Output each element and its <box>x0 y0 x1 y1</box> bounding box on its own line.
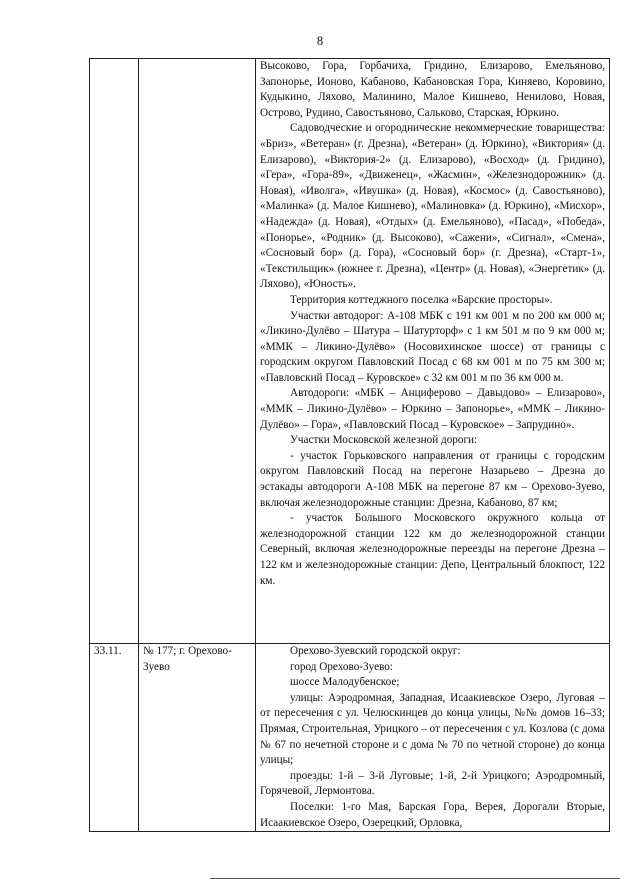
page-bottom-rule <box>210 878 620 879</box>
district-name-cell: № 177; г. Орехово-Зуево <box>139 644 256 832</box>
paragraph: улицы: Аэродромная, Западная, Исаакиевское Озеро, Луговая – от пересечения с ул. Челюскинцев до конца улицы, №№ домов 16–33; Прямая, Строительная, Урицкого – от пересечения с ул. Козлова (с дома № 67 по нечетной стороне и с дома № 70 по четной стороне) до конца улицы; <box>260 691 605 767</box>
district-table <box>89 58 610 832</box>
paragraph: Орехово-Зуевский городской округ: <box>290 645 461 657</box>
boundary-description-cell <box>256 644 610 832</box>
paragraph: - участок Горьковского направления от границы с городским округом Павловский Посад на перегоне Назарьево – Дрезна до эстакады автодороги А-108 МБК на перегоне 87 км – Орехово-Зуево, включая железнодорожные станции: Дрезна, Кабаново, 87 км; <box>260 449 605 509</box>
paragraph: проезды: 1-й – 3-й Луговые; 1-й, 2-й Урицкого; Аэродромный, Горячевой, Лермонтова. <box>260 769 605 798</box>
table-row <box>90 59 610 644</box>
paragraph: Участки автодорог: А-108 МБК с 191 км 001 м по 200 км 000 м; «Ликино-Дулёво – Шатура – Шатурторф» с 1 км 501 м по 9 км 000 м; «ММК – Ликино-Дулёво» (Носовихинское шоссе) от границы с городским округом Павловский Посад с 68 км 001 м по 75 км 300 м; «Павловский Посад – Куровское» с 32 км 001 м по 36 км 000 м. <box>260 309 605 384</box>
paragraph: Садоводческие и огороднические некоммерческие товарищества: «Бриз», «Ветеран» (г. Дрезна), «Ветеран» (д. Юркино), «Виктория» (д. Елизарово), «Виктория-2» (д. Елизарово), «Восход» (д. Гридино), «Гера», «Гора-89», «Движенец», «Жасмин», «Железнодорожник» (д. Новая), «Иволга», «Ивушка» (д. Новая), «Космос» (д. Савостьяново), «Малинка» (д. Малое Кишнево), «Малиновка» (д. Юркино), «Мисхор», «Надежда» (д. Новая), «Отдых» (д. Емельяново), «Пасад», «Победа», «Понорье», «Родник» (д. Высоково), «Сажени», «Сигнал», «Смена», «Сосновый бор» (д. Гора), «Сосновый бор» (г. Дрезна), «Старт-1», «Текстильщик» (южнее г. Дрезна), «Центр» (д. Новая), «Энергетик» (д. Ляхово), «Юность». <box>260 122 605 291</box>
row-number-cell: 33.11. <box>90 644 139 832</box>
table-row <box>90 644 610 832</box>
paragraph: Участки Московской железной дороги: <box>290 434 478 447</box>
boundary-description-cell <box>256 59 610 644</box>
page-number: 8 <box>316 34 324 48</box>
row-number-cell <box>90 59 139 644</box>
paragraph: Территория коттеджного поселка «Барские просторы». <box>290 293 553 306</box>
paragraph: - участок Большого Московского окружного кольца от железнодорожной станции 122 км до железнодорожной станции Северный, включая железнодорожные переезды на перегоне Дрезна – 122 км и железнодорожные станции: Депо, Центральный блокпост, 122 км. <box>260 512 605 587</box>
paragraph: город Орехово-Зуево: <box>290 660 393 673</box>
paragraph: шоссе Малодубенское; <box>290 676 400 689</box>
paragraph: Поселки: 1-го Мая, Барская Гора, Верея, Дорогали Вторые, Исаакиевское Озеро, Озерецкий, Орловка, <box>260 800 605 829</box>
paragraph: Высоково, Гора, Горбачиха, Гридино, Елизарово, Емельяново, Запонорье, Ионово, Кабаново, Кабановская Гора, Киняево, Коровино, Кудыкино, Ляхово, Малинино, Малое Кишнево, Ненилово, Новая, Острово, Рудино, Савостьяново, Сальково, Старская, Юркино. <box>260 60 605 119</box>
paragraph: Автодороги: «МБК – Анциферово – Давыдово» – Елизарово», «ММК – Ликино-Дулёво» – Юркино – Запонорье», «ММК – Ликино-Дулёво» – Гора», «Павловский Посад – Куровское» – Запрудино». <box>260 387 605 431</box>
district-name-cell <box>139 59 256 644</box>
